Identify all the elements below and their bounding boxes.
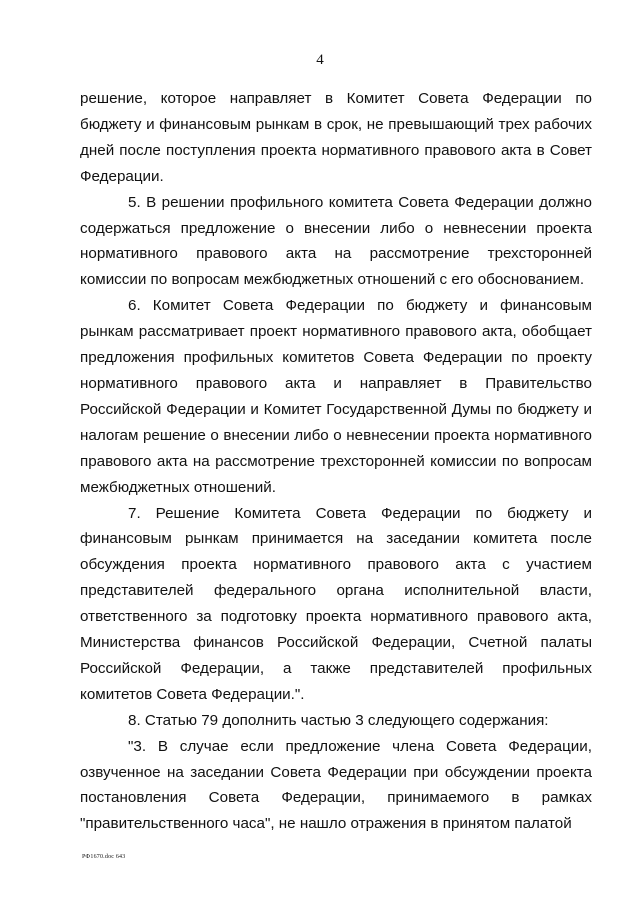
paragraph-continuation: решение, которое направляет в Комитет Совета Федерации по бюджету и финансовым рынкам в срок, не превышающий трех рабочих дней после поступления проекта нормативного правового акта в Совет Федерации. xyxy=(80,90,592,185)
document-body xyxy=(80,86,592,837)
paragraph-item-6: 6. Комитет Совета Федерации по бюджету и финансовым рынкам рассматривает проект нормативного правового акта, обобщает предложения профильных комитетов Совета Федерации по проекту нормативного правового акта и направляет в Правительство Российской Федерации и Комитет Государственной Думы по бюджету и налогам решение о внесении либо о невнесении проекта нормативного правового акта на рассмотрение трехсторонней комиссии по вопросам межбюджетных отношений. xyxy=(80,297,592,496)
footer-file-code: РФ1670.doc 643 xyxy=(82,854,126,860)
page-number: 4 xyxy=(316,52,324,68)
paragraph-item-5: 5. В решении профильного комитета Совета Федерации должно содержаться предложение о внесении либо о невнесении проекта нормативного правового акта на рассмотрение трехсторонней комиссии по вопросам межбюджетных отношений с его обоснованием. xyxy=(80,193,592,289)
paragraph-item-7: 7. Решение Комитета Совета Федерации по бюджету и финансовым рынкам принимается на заседании комитета после обсуждения проекта нормативного правового акта с участием представителей федерального органа исполнительной власти, ответственного за подготовку проекта нормативного правового акта, Министерства финансов Российской Федерации, Счетной палаты Российской Федерации, а также представителей профильных комитетов Совета Федерации.". xyxy=(80,504,592,703)
paragraph-quoted-part-3: "3. В случае если предложение члена Совета Федерации, озвученное на заседании Совета Федерации при обсуждении проекта постановления Совета Федерации, принимаемого в рамках "правительственного часа", не нашло отражения в принятом палатой xyxy=(80,737,592,833)
paragraph-item-8: 8. Статью 79 дополнить частью 3 следующего содержания: xyxy=(128,711,549,729)
